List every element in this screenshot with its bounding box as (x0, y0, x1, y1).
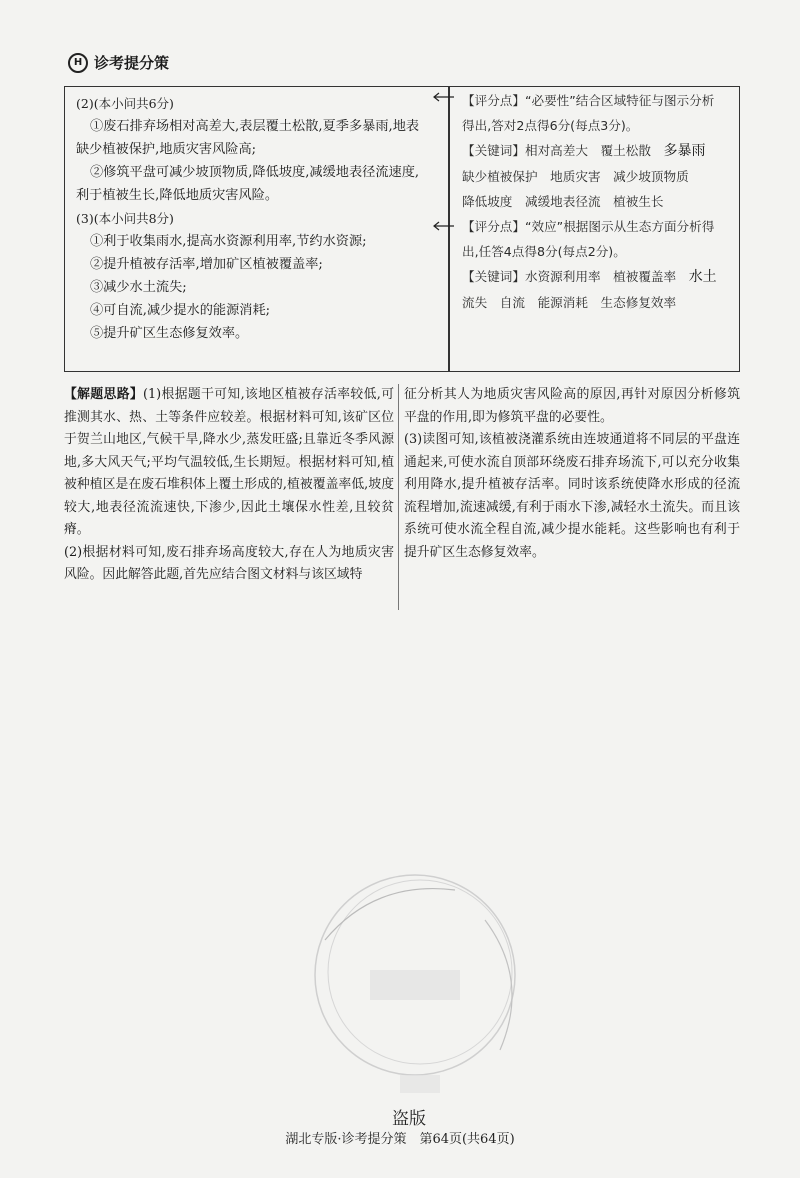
answer-line-1: ①废石排弃场相对高差大,表层覆土松散,夏季多暴雨,地表 (90, 119, 420, 134)
answer-line-5: (3)(本小问共8分) (76, 211, 174, 226)
explanation-left (64, 384, 394, 587)
explanation-paragraph-3: 征分析其人为地质灾害风险高的原因,再针对原因分析修筑平盘的作用,即为修筑平盘的必要性。 (404, 387, 740, 425)
explanation-label: 【解题思路】 (64, 387, 144, 402)
scoring-line-3: 缺少植被保护 地质灾害 减少坡顶物质 (462, 169, 689, 184)
scoring-line-0: 【评分点】“必要性”结合区域特征与图示分析 (462, 93, 715, 108)
scoring-line-6: 出,任答4点得8分(每点2分)。 (462, 244, 626, 259)
answer-column (76, 92, 441, 345)
page-footer: 湖北专版·诊考提分策 第64页(共64页) (285, 1132, 515, 1147)
header-title: 诊考提分策 (94, 54, 170, 72)
explanation-paragraph-4: (3)读图可知,该植被浇灌系统由连坡通道将不同层的平盘连通起来,可使水流自顶部环绕废石排弃场流下,可以充分收集利用降水,提升植被存活率。同时该系统使降水形成的径流流程增加,流速减缓,有利于雨水下渗,减轻水土流失。而且该系统可使水流全程自流,减少提水能耗。这些影响也有利于提升矿区生态修复效率。 (404, 432, 740, 560)
answer-line-10: ⑤提升矿区生态修复效率。 (90, 326, 249, 341)
answer-line-6: ①利于收集雨水,提高水资源利用率,节约水资源; (90, 234, 367, 249)
scoring-line-4: 降低坡度 减缓地表径流 植被生长 (462, 194, 664, 209)
scoring-line-1: 得出,答对2点得6分(每点3分)。 (462, 118, 639, 133)
scoring-keywords: 【关键词】相对高差大 覆土松散 (462, 143, 664, 158)
scoring-column (462, 88, 732, 315)
brand-logo-icon: H (68, 53, 88, 73)
answer-line-4: 利于植被生长,降低地质灾害风险。 (76, 188, 279, 203)
anti-piracy-mark: 盗版 (392, 1109, 426, 1129)
page-header (68, 52, 169, 73)
scoring-line-5: 【评分点】“效应”根据图示从生态方面分析得 (462, 219, 715, 234)
handwritten-keyword: 水土 (688, 269, 717, 285)
handwritten-keyword: 多暴雨 (663, 143, 706, 159)
answer-line-2: 缺少植被保护,地质灾害风险高; (76, 142, 257, 157)
answer-line-8: ③减少水土流失; (90, 280, 187, 295)
answer-line-9: ④可自流,减少提水的能源消耗; (90, 303, 271, 318)
arrow-left-icon (432, 92, 454, 102)
scoring-line-2 (462, 138, 732, 164)
answer-line-0: (2)(本小问共6分) (76, 96, 174, 111)
scoring-keywords: 【关键词】水资源利用率 植被覆盖率 (462, 269, 689, 284)
scoring-line-8: 流失 自流 能源消耗 生态修复效率 (462, 295, 677, 310)
explanation-paragraph-2: (2)根据材料可知,废石排弃场高度较大,存在人为地质灾害风险。因此解答此题,首先应结合图文材料与该区域特 (64, 544, 394, 582)
explanation-right (404, 384, 740, 564)
scoring-line-7 (462, 264, 732, 290)
column-divider (398, 384, 399, 610)
answer-line-7: ②提升植被存活率,增加矿区植被覆盖率; (90, 257, 323, 272)
explanation-paragraph-1 (64, 384, 394, 542)
answer-line-3: ②修筑平盘可减少坡顶物质,降低坡度,减缓地表径流速度, (90, 165, 420, 180)
watermark-stamp-icon (285, 860, 555, 1100)
arrow-left-icon (432, 221, 454, 231)
explanation-text: (1)根据题干可知,该地区植被存活率较低,可推测其水、热、土等条件应较差。根据材料可知,该矿区位于贺兰山地区,气候干旱,降水少,蒸发旺盛;且靠近冬季风源地,多大风天气;平均气温较低,生长期短。根据材料可知,植被种植区是在废石堆积体上覆土形成的,植被覆盖率低,坡度较大,地表径流流速快,下渗少,因此土壤保水性差,且较贫瘠。 (64, 387, 395, 537)
